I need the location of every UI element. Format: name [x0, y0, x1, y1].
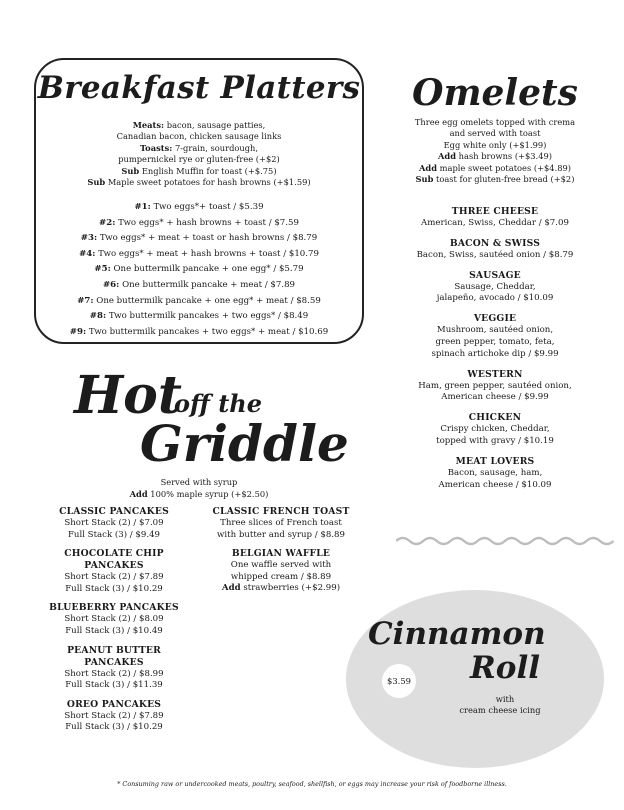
platter-number: #2:	[99, 217, 116, 228]
platter-item	[34, 262, 364, 278]
pancake-price-line: Full Stack (3) / $10.29	[65, 583, 163, 594]
omelet-item-veggie	[380, 313, 610, 360]
egg-white-option: Egg white only (+$1.99)	[443, 139, 547, 150]
omelet-desc: Mushroom, sautéed onion,	[436, 325, 554, 336]
add-label: Add	[129, 489, 148, 499]
pancake-column	[34, 506, 194, 741]
griddle-title-off-the: off the	[174, 389, 263, 418]
meats-text-2: Canadian bacon, chicken sausage links	[116, 131, 282, 142]
breakfast-platters-info	[34, 120, 364, 188]
platter-item	[34, 309, 364, 325]
omelet-list	[380, 206, 610, 499]
meats-line-1	[34, 120, 364, 131]
add-strawberries-line	[196, 583, 366, 595]
pancake-price-line: Short Stack (2) / $8.99	[64, 668, 164, 679]
omelet-desc: American cheese / $9.99	[441, 392, 549, 403]
omelet-name: BACON & SWISS	[449, 237, 541, 249]
sub-label: Sub	[87, 177, 106, 188]
sub-muffin-line	[34, 166, 364, 177]
cinnamon-roll-price	[382, 664, 416, 698]
platter-number: #4:	[79, 248, 96, 259]
omelet-item-western	[380, 369, 610, 405]
pancake-item-blueberry	[34, 602, 194, 637]
meats-label: Meats:	[132, 120, 165, 130]
add-syrup-text: 100% maple syrup (+$2.50)	[150, 489, 269, 499]
belgian-waffle-name: BELGIAN WAFFLE	[231, 548, 331, 560]
platter-text: Two eggs* + hash browns + toast / $7.59	[118, 217, 299, 228]
cinnamon-roll-price-text: $3.59	[387, 676, 411, 686]
pancake-name: PANCAKES	[84, 656, 144, 668]
meats-text-1: bacon, sausage patties,	[166, 120, 266, 130]
sub-gf-line	[380, 174, 610, 185]
platter-text: Two buttermilk pancakes + two eggs* / $8.49	[108, 311, 309, 322]
platter-text: Two eggs* + meat + toast or hash browns / $8.79	[99, 233, 318, 244]
sub-label: Sub	[415, 174, 434, 185]
platter-number: #7:	[77, 295, 94, 306]
pancake-price-line: Short Stack (2) / $7.89	[64, 710, 164, 721]
add-label: Add	[221, 583, 241, 594]
omelet-desc: topped with gravy / $10.19	[436, 435, 554, 446]
omelet-item-three-cheese	[380, 206, 610, 230]
omelet-name: WESTERN	[467, 368, 523, 380]
sub-label: Sub	[121, 165, 140, 176]
omelets-intro	[380, 117, 610, 185]
platter-number: #1:	[134, 202, 151, 212]
add-label: Add	[437, 151, 457, 162]
wavy-divider	[396, 534, 614, 548]
omelet-desc: American, Swiss, Cheddar / $7.09	[421, 218, 569, 228]
pancake-price-line: Full Stack (3) / $9.49	[67, 529, 161, 540]
griddle-subtitle	[34, 476, 364, 500]
omelet-name: MEAT LOVERS	[455, 455, 535, 467]
omelet-desc: Bacon, sausage, ham,	[447, 467, 543, 478]
omelet-desc: Bacon, Swiss, sautéed onion / $8.79	[416, 249, 574, 260]
pancake-item-classic	[34, 506, 194, 541]
cinnamon-roll-desc-2: cream cheese icing	[459, 705, 541, 715]
pancake-name: CLASSIC PANCAKES	[59, 506, 169, 517]
omelet-name: THREE CHEESE	[451, 206, 539, 217]
omelet-item-sausage	[380, 270, 610, 306]
french-toast-name: CLASSIC FRENCH TOAST	[212, 506, 350, 517]
omelet-name: SAUSAGE	[469, 269, 521, 281]
french-toast-item	[196, 506, 366, 541]
omelet-item-meat-lovers	[380, 456, 610, 492]
platter-number: #5:	[94, 264, 111, 275]
add-maple-text: maple sweet potatoes (+$4.89)	[439, 162, 572, 173]
add-strawberries-text: strawberries (+$2.99)	[243, 583, 341, 594]
platter-text: One buttermilk pancake + meat / $7.89	[122, 279, 296, 290]
platter-text: Two eggs*+ toast / $5.39	[153, 202, 264, 212]
platter-item	[34, 231, 364, 247]
add-syrup-line	[34, 488, 364, 500]
omelet-desc: spinach artichoke dip / $9.99	[431, 348, 559, 359]
platter-item	[34, 216, 364, 232]
add-label: Add	[418, 162, 437, 173]
platter-list	[34, 200, 364, 340]
toasts-text-1: 7-grain, sourdough,	[174, 142, 259, 153]
platter-item	[34, 325, 364, 341]
platter-text: One buttermilk pancake + one egg* + meat / $8.59	[96, 295, 321, 306]
pancake-item-chocolate-chip	[34, 548, 194, 595]
platter-number: #8:	[89, 311, 107, 322]
cinnamon-roll-desc	[346, 694, 604, 716]
omelet-desc: Ham, green pepper, sautéed onion,	[418, 380, 572, 391]
griddle-title-griddle: Griddle	[140, 414, 349, 473]
omelet-desc: Crispy chicken, Cheddar,	[440, 424, 550, 435]
pancake-name: CHOCOLATE CHIP	[64, 548, 164, 560]
breakfast-platters-title: Breakfast Platters	[37, 70, 361, 106]
omelet-desc: American cheese / $10.09	[438, 479, 552, 490]
toasts-label: Toasts:	[139, 142, 173, 153]
cinnamon-roll-desc-1: with	[495, 694, 515, 704]
omelets-intro-1: Three egg omelets topped with crema	[414, 117, 576, 127]
pancake-item-peanut-butter	[34, 645, 194, 692]
pancake-price-line: Full Stack (3) / $11.39	[65, 680, 163, 691]
pancake-name: BLUEBERRY PANCAKES	[49, 602, 179, 614]
platter-item	[34, 247, 364, 263]
french-toast-desc: with butter and syrup / $8.89	[217, 529, 345, 540]
platter-item	[34, 278, 364, 294]
platter-text: One buttermilk pancake + one egg* / $5.79	[113, 264, 304, 275]
pancake-name: PANCAKES	[84, 560, 144, 572]
omelet-item-bacon-swiss	[380, 238, 610, 262]
pancake-price-line: Full Stack (3) / $10.29	[65, 722, 163, 733]
platter-item	[34, 294, 364, 310]
omelets-title: Omelets	[412, 72, 578, 114]
platter-number: #9:	[69, 326, 87, 337]
served-with-syrup: Served with syrup	[160, 477, 238, 487]
omelet-desc: Sausage, Cheddar,	[454, 281, 536, 292]
pancake-name: PEANUT BUTTER	[67, 644, 161, 656]
french-toast-desc: Three slices of French toast	[220, 518, 342, 528]
sub-potatoes-text: Maple sweet potatoes for hash browns (+$1.59)	[107, 177, 311, 188]
omelet-name: CHICKEN	[468, 412, 522, 424]
add-hash-text: hash browns (+$3.49)	[458, 151, 552, 162]
toasts-text-2: pumpernickel rye or gluten-free (+$2)	[118, 154, 280, 165]
belgian-waffle-item	[196, 548, 366, 595]
griddle-right-column	[196, 506, 366, 602]
sub-potatoes-line	[34, 177, 364, 188]
platter-text: Two eggs* + meat + hash browns + toast / $10.79	[98, 248, 319, 259]
omelet-name: VEGGIE	[473, 313, 517, 325]
foodborne-illness-footnote: * Consuming raw or undercooked meats, poultry, seafood, shellfish, or eggs may increase your risk of foodborne illness.	[117, 780, 507, 788]
pancake-price-line: Short Stack (2) / $7.09	[64, 518, 164, 528]
platter-number: #3:	[80, 233, 98, 244]
omelet-item-chicken	[380, 412, 610, 448]
omelet-desc: jalapeño, avocado / $10.09	[436, 293, 554, 304]
platter-number: #6:	[102, 279, 120, 290]
add-maple-line	[380, 163, 610, 174]
pancake-name: OREO PANCAKES	[66, 698, 162, 710]
belgian-waffle-desc: whipped cream / $8.89	[230, 571, 332, 582]
pancake-price-line: Short Stack (2) / $7.89	[64, 572, 164, 583]
cinnamon-roll-title-2: Roll	[470, 650, 540, 686]
cinnamon-roll-title-1: Cinnamon	[368, 616, 546, 652]
sub-gf-text: toast for gluten-free bread (+$2)	[436, 174, 575, 185]
pancake-price-line: Full Stack (3) / $10.49	[65, 625, 163, 636]
belgian-waffle-desc: One waffle served with	[230, 560, 332, 571]
omelets-intro-2: and served with toast	[449, 128, 541, 139]
add-hash-line	[380, 151, 610, 162]
griddle-title-hot: Hot	[74, 365, 182, 426]
platter-item	[34, 200, 364, 216]
pancake-item-oreo	[34, 699, 194, 734]
omelet-desc: green pepper, tomato, feta,	[435, 336, 555, 347]
pancake-price-line: Short Stack (2) / $8.09	[64, 614, 164, 625]
toasts-line-1	[34, 143, 364, 154]
platter-text: Two buttermilk pancakes + two eggs* + meat / $10.69	[88, 326, 329, 337]
sub-muffin-text: English Muffin for toast (+$.75)	[141, 165, 277, 176]
